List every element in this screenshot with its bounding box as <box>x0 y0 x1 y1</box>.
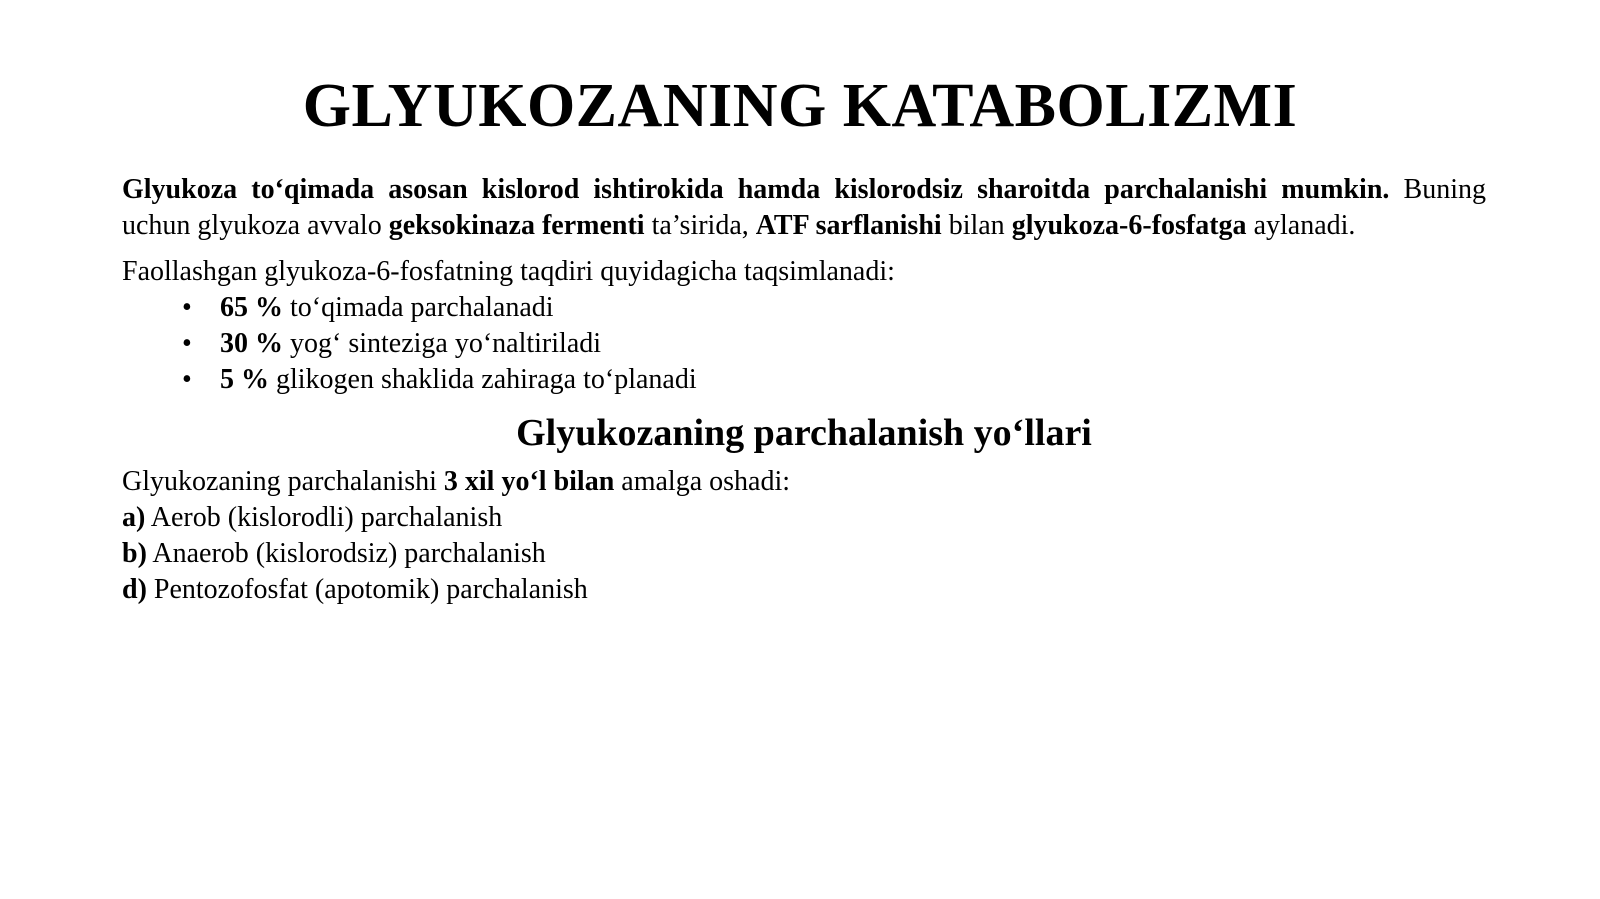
pathway-item <box>122 572 1486 608</box>
pathway-letter: b) <box>122 538 147 569</box>
pathway-letter: a) <box>122 502 146 533</box>
percent-value: 5 % <box>220 364 269 395</box>
pathways-lead-text-a: Glyukozaning parchalanishi <box>122 466 444 497</box>
term-glyukoza-6-fosfat: glyukoza-6-fosfatga <box>1011 210 1247 241</box>
distribution-lead: Faollashgan glyukoza-6-fosfatning taqdiri quyidagicha taqsimlanadi: <box>122 256 895 287</box>
term-atf: ATF sarflanishi <box>755 210 942 241</box>
intro-text-g: aylanadi. <box>1246 210 1356 241</box>
pathway-letter: d) <box>122 574 147 605</box>
pathways-lead <box>122 464 1486 500</box>
pathway-text: Aerob (kislorodli) parchalanish <box>145 502 503 533</box>
pathways-lead-text-c: amalga oshadi: <box>614 466 791 497</box>
pathway-item <box>122 500 1486 536</box>
list-item <box>182 290 1486 326</box>
pathways-count: 3 xil yo‘l bilan <box>443 466 615 497</box>
slide-title: GLYUKOZANING KATABOLIZMI <box>302 72 1298 140</box>
pathway-text: Pentozofosfat (apotomik) parchalanish <box>146 574 588 605</box>
item-text: glikogen shaklida zahiraga to‘planadi <box>269 364 697 395</box>
list-item <box>182 326 1486 362</box>
item-text: to‘qimada parchalanadi <box>283 292 554 323</box>
pathway-text: Anaerob (kislorodsiz) parchalanish <box>146 538 546 569</box>
intro-text-e: bilan <box>941 210 1012 241</box>
item-text: yog‘ sinteziga yo‘naltiriladi <box>283 328 602 359</box>
distribution-list <box>122 290 1486 398</box>
intro-text-a: Buning uchun glyukoza avvalo <box>122 174 1486 241</box>
term-geksokinaza: geksokinaza fermenti <box>388 210 645 241</box>
percent-value: 30 % <box>220 328 283 359</box>
percent-value: 65 % <box>220 292 283 323</box>
intro-paragraph <box>122 172 1486 244</box>
bullet-icon: • <box>182 292 192 323</box>
bullet-icon: • <box>182 364 192 395</box>
list-item <box>182 362 1486 398</box>
slide-content <box>122 172 1486 608</box>
intro-text-c: ta’sirida, <box>644 210 756 241</box>
pathway-item <box>122 536 1486 572</box>
pathways-heading: Glyukozaning parchalanish yo‘llari <box>516 412 1092 454</box>
bullet-icon: • <box>182 328 192 359</box>
intro-sentence-1: Glyukoza to‘qimada asosan kislorod ishtirokida hamda kislorodsiz sharoitda parchalanishi mumkin. <box>122 174 1390 205</box>
